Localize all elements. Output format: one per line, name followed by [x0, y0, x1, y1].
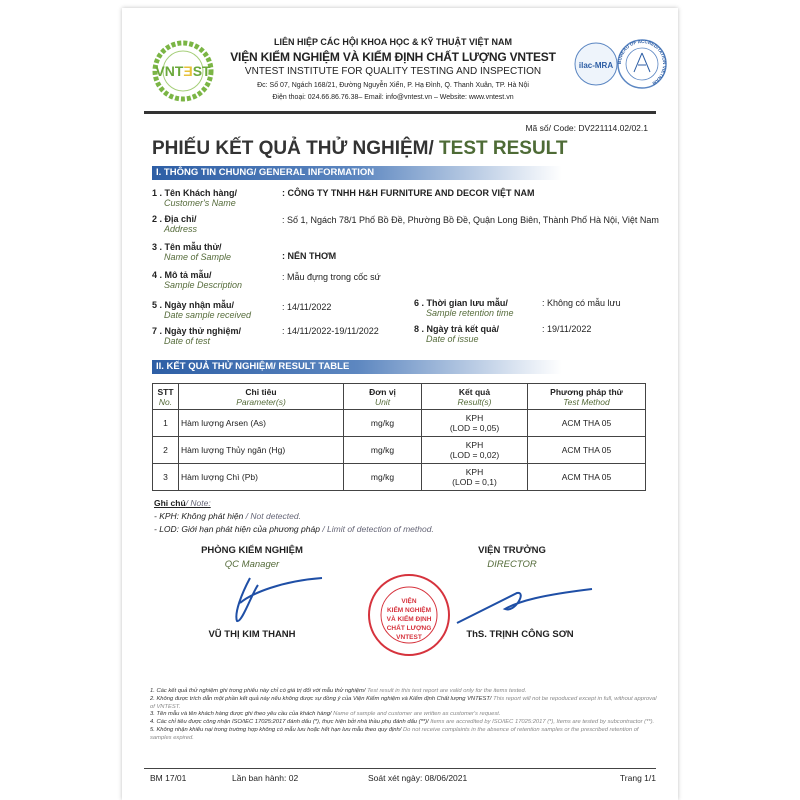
- svg-text:KIỂM NGHIỆM: KIỂM NGHIỆM: [386, 607, 432, 614]
- customer-value: : CÔNG TY TNHH H&H FURNITURE AND DECOR VIỆT NAM: [282, 188, 535, 198]
- col-result: Kết quả Result(s): [422, 384, 528, 410]
- label-en: Customer's Name: [164, 198, 236, 208]
- label-en: Address: [164, 224, 198, 234]
- label: 8 . Ngày trả kết quả/: [414, 324, 500, 334]
- retention-time-value: : Không có mẫu lưu: [542, 298, 621, 308]
- label: 3 . Tên mẫu thử/: [152, 242, 222, 252]
- date-received-value: : 14/11/2022: [282, 302, 332, 312]
- page-number: Trang 1/1: [619, 773, 656, 783]
- info-retention-time: [414, 298, 514, 318]
- svg-text:VIỆN: VIỆN: [401, 598, 417, 605]
- label-en: Date of issue: [426, 334, 479, 344]
- footer-divider: [144, 768, 656, 769]
- label-en: Sample retention time: [426, 308, 514, 318]
- footnote: 3. Tên mẫu và tên khách hàng được ghi theo yêu cầu của khách hàng/ Name of sample and customer are written as customer's request.: [150, 711, 501, 718]
- label-en: Date of test: [164, 336, 211, 346]
- vntest-logo: [150, 40, 216, 102]
- label: 1 . Tên Khách hàng/: [152, 188, 238, 198]
- table-header-row: [153, 384, 646, 410]
- info-issue-date: [414, 324, 499, 344]
- form-number: BM 17/01: [150, 773, 187, 783]
- label-en: Name of Sample: [164, 252, 232, 262]
- address-value: [282, 214, 667, 227]
- edition: Lần ban hành: 02: [232, 773, 299, 783]
- address-value-line1: : Số 1, Ngách 78/1 Phố Bồ Đề, Phường Bồ Đề, Quận Long Biên, Thành Phố Hà: [282, 215, 601, 225]
- org-contact: Điện thoại: 024.66.86.76.38– Email: info@vntest.vn – Website: www.vntest.vn: [272, 94, 514, 101]
- table-row: 2 Hàm lượng Thủy ngân (Hg) mg/kg KPH (LOD = 0,02) ACM THA 05: [153, 437, 646, 464]
- col-method: Phương pháp thử Test Method: [528, 384, 646, 410]
- org-address: Đc: Số 07, Ngách 168/21, Đường Nguyễn Xiển, P. Hạ Đình, Q. Thanh Xuân, TP. Hà Nội: [257, 82, 529, 89]
- official-stamp: [367, 573, 607, 658]
- label-en: Date sample received: [164, 310, 252, 320]
- footnote: 4. Các chỉ tiêu được công nhận ISO/IEC 17025:2017 đánh dấu (*), thực hiện bởi nhà thầu phụ đánh dấu (**)/ Items are accredited by ISO/IEC 17025:2017 (*), Items are tested by subcontractor (**).: [150, 719, 655, 726]
- table-row: 3 Hàm lượng Chì (Pb) mg/kg KPH (LOD = 0,1) ACM THA 05: [153, 464, 646, 491]
- label: 6 . Thời gian lưu mẫu/: [414, 298, 508, 308]
- org-name-vi: VIỆN KIỂM NGHIỆM VÀ KIỂM ĐỊNH CHẤT LƯỢNG VNTEST: [230, 50, 556, 64]
- info-date-received: [152, 300, 251, 320]
- svg-text:VNTƎST: VNTƎST: [155, 63, 211, 79]
- address-value-line2: Nội, Việt Nam: [603, 215, 659, 225]
- info-sample-name: [152, 242, 231, 262]
- title-vi: PHIẾU KẾT QUẢ THỬ NGHIỆM/: [152, 138, 434, 159]
- section-general-info-header: I. THÔNG TIN CHUNG/ GENERAL INFORMATION: [152, 166, 562, 180]
- header-divider: [144, 111, 656, 114]
- label: 7 . Ngày thử nghiệm/: [152, 326, 242, 336]
- label-en: Sample Description: [164, 280, 243, 290]
- col-no: STT No.: [153, 384, 179, 410]
- svg-text:VÀ KIỂM ĐỊNH: VÀ KIỂM ĐỊNH: [386, 616, 432, 623]
- org-name-en: VNTEST INSTITUTE FOR QUALITY TESTING AND INSPECTION: [244, 66, 542, 77]
- footnote: 2. Không được trích dẫn một phần kết quả này nếu không được sự đồng ý của Viện Kiểm nghiệm và Kiểm định Chất lượng VNTEST/ This report will not be repoduced except in full, without approval of VNTEST.: [150, 695, 657, 710]
- table-row: 1 Hàm lượng Arsen (As) mg/kg KPH (LOD = 0,05) ACM THA 05: [153, 410, 646, 437]
- label: 5 . Ngày nhận mẫu/: [152, 300, 235, 310]
- accreditation-bureau-text: BUREAU OF ACCREDITATION VIETNAM: [616, 38, 668, 86]
- label: 2 . Địa chỉ/: [152, 214, 197, 224]
- test-date-value: : 14/11/2022-19/11/2022: [282, 326, 379, 336]
- info-test-date: [152, 326, 241, 346]
- director-name: ThS. TRỊNH CÔNG SƠN: [466, 629, 574, 640]
- svg-text:ilac-MRA: ilac-MRA: [578, 61, 614, 70]
- info-customer: [152, 188, 237, 208]
- sample-name-value: : NẾN THƠM: [282, 251, 337, 261]
- note-kph: - KPH: Không phát hiện / Not detected.: [154, 511, 301, 521]
- svg-text:CHẤT LƯỢNG: CHẤT LƯỢNG: [386, 625, 432, 632]
- qc-manager-signature-block: PHÒNG KIỂM NGHIỆM QC Manager: [201, 545, 303, 570]
- title-en: TEST RESULT: [433, 138, 568, 159]
- notes-title: Ghi chú/ Note:: [154, 498, 211, 508]
- sample-description-value: : Mẫu đựng trong cốc sứ: [282, 272, 381, 282]
- col-parameter: Chỉ tiêu Parameter(s): [179, 384, 344, 410]
- document-code: Mã số/ Code: DV221114.02/02.1: [525, 123, 648, 133]
- info-address: [152, 214, 197, 234]
- result-table: [152, 383, 646, 491]
- review-date: Soát xét ngày: 08/06/2021: [368, 773, 468, 783]
- col-unit: Đơn vị Unit: [344, 384, 422, 410]
- org-parent: LIÊN HIỆP CÁC HỘI KHOA HỌC & KỸ THUẬT VIỆT NAM: [273, 37, 512, 47]
- accreditation-badges: [574, 38, 670, 94]
- issue-date-value: : 19/11/2022: [542, 324, 592, 334]
- footnote: 5. Không nhận khiếu nại trong trường hợp không có mẫu lưu hoặc hết hạn lưu mẫu theo quy định/ Do not receive complaints in the absence of retention samples or the prescribed retention of samples expired.: [150, 727, 639, 741]
- footnote: 1. Các kết quả thử nghiệm ghi trong phiếu này chỉ có giá trị đối với mẫu thử nghiệm/ Test result in this test report are valid only for the items tested.: [150, 688, 527, 694]
- svg-text:VNTEST: VNTEST: [396, 634, 422, 641]
- note-lod: - LOD: Giới hạn phát hiện của phương pháp / Limit of detection of method.: [154, 524, 434, 534]
- page-title: [152, 138, 568, 160]
- director-signature-block: VIỆN TRƯỞNG DIRECTOR: [478, 545, 546, 570]
- test-result-document: [122, 8, 678, 800]
- qc-manager-name: VŨ THỊ KIM THANH: [208, 629, 296, 640]
- info-sample-description: [152, 270, 242, 290]
- footnotes: [150, 688, 660, 743]
- label: 4 . Mô tả mẫu/: [152, 270, 212, 280]
- section-result-table-header: II. KẾT QUẢ THỬ NGHIỆM/ RESULT TABLE: [152, 360, 562, 374]
- qc-manager-signature: [222, 573, 332, 628]
